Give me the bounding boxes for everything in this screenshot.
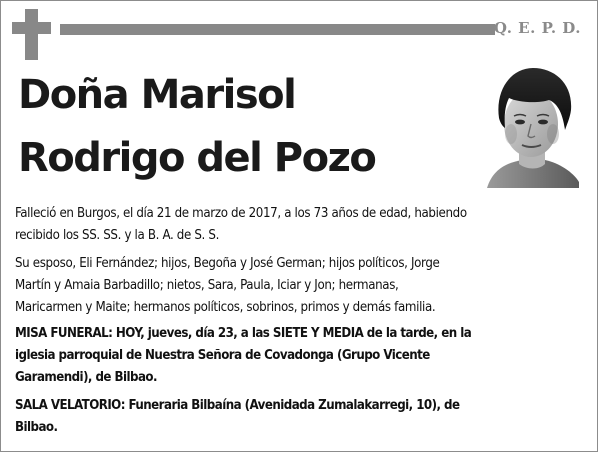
death-notice-paragraph (15, 203, 587, 247)
wake-room-line: SALA VELATORIO: Funeraria Bilbaína (Avenidada Zumalakarregi, 10), de (15, 398, 460, 413)
death-notice-line: Falleció en Burgos, el día 21 de marzo de 2017, a los 73 años de edad, habiendo (15, 206, 467, 221)
family-line: Martín y Amaia Barbadillo; nietos, Sara, Paula, Iciar y Jon; hermanas, (15, 278, 399, 293)
header-rule (60, 24, 495, 35)
family-paragraph (15, 253, 587, 319)
qepd-label: Q. E. P. D. (493, 19, 581, 37)
family-line: Maricarmen y Maite; hermanos políticos, sobrinos, primos y demás familia. (15, 300, 436, 315)
wake-room-line: Bilbao. (15, 420, 58, 435)
funeral-mass-line: iglesia parroquial de Nuestra Señora de Covadonga (Grupo Vicente (15, 348, 430, 363)
deceased-name-line-2: Rodrigo del Pozo (18, 135, 376, 181)
funeral-mass-line: Garamendi), de Bilbao. (15, 370, 157, 385)
family-line: Su esposo, Eli Fernández; hijos, Begoña y José German; hijos políticos, Jorge (15, 256, 440, 271)
death-notice-line: recibido los SS. SS. y la B. A. de S. S. (15, 228, 219, 243)
funeral-mass-line: MISA FUNERAL: HOY, jueves, día 23, a las SIETE Y MEDIA de la tarde, en la (15, 326, 472, 341)
wake-room-paragraph (15, 395, 587, 439)
funeral-mass-paragraph (15, 323, 587, 389)
deceased-name-line-1: Doña Marisol (18, 72, 296, 118)
portrait-photo (483, 60, 579, 188)
